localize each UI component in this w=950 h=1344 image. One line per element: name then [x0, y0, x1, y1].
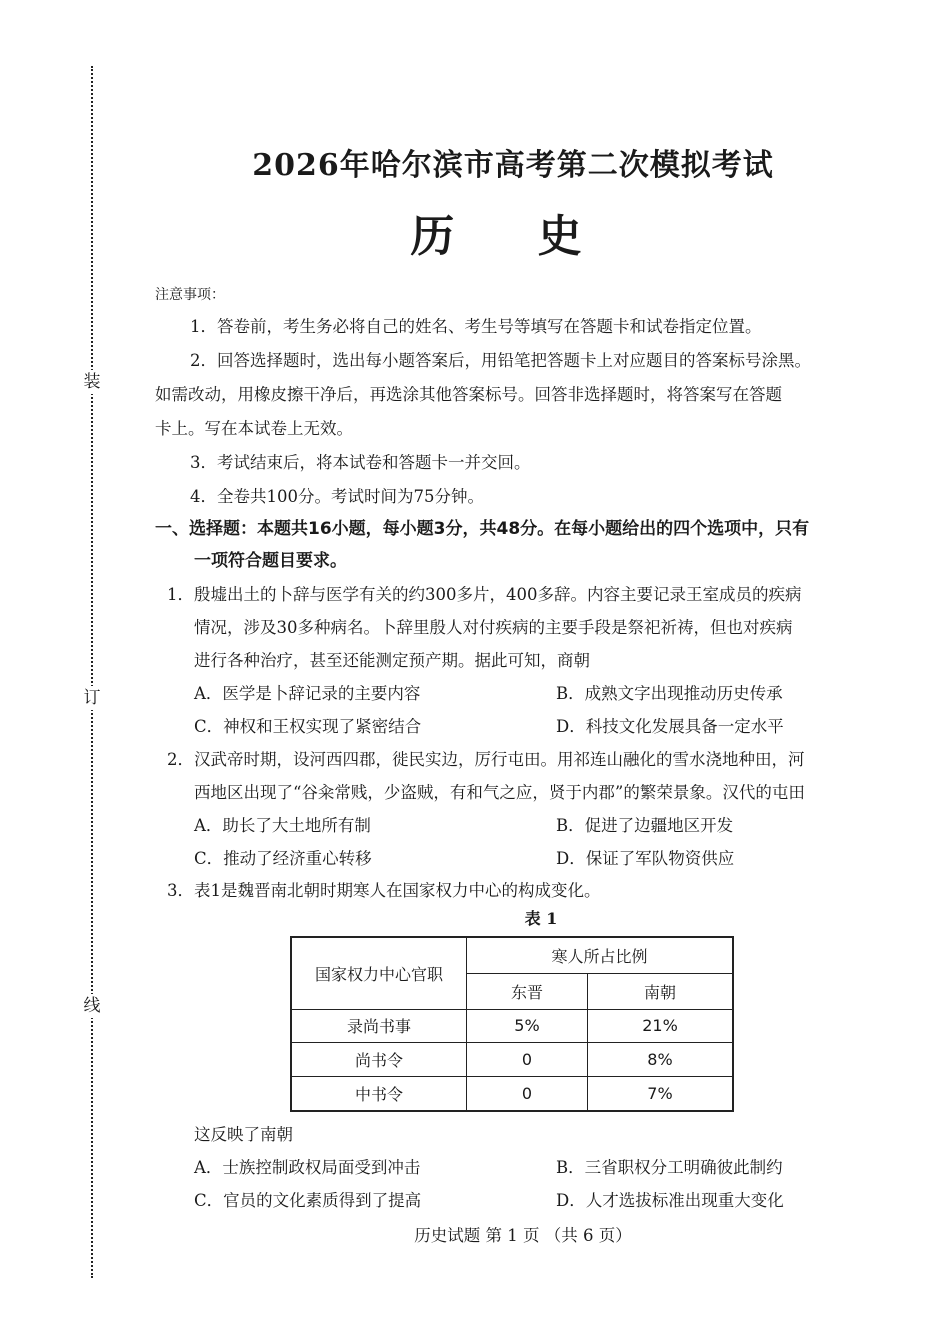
question-1-option-d: D．科技文化发展具备一定水平 [556, 717, 784, 736]
question-2-text: 西地区出现了“谷籴常贱，少盗贼，有和气之应，贤于内郡”的繁荣景象。汉代的屯田 [194, 783, 805, 802]
page-footer: 历史试题 第 1 页 （共 6 页） [414, 1226, 632, 1245]
data-table [290, 936, 734, 1112]
table-cell: 0 [467, 1043, 588, 1077]
question-2-option-d: D．保证了军队物资供应 [556, 849, 735, 868]
table-cell: 8% [588, 1043, 734, 1077]
table-cell: 录尚书事 [291, 1009, 467, 1043]
question-2-option-a: A．助长了大土地所有制 [194, 816, 371, 835]
question-2-text: 2．汉武帝时期，设河西四郡，徙民实边，厉行屯田。用祁连山融化的雪水浇地种田，河 [167, 750, 805, 769]
question-1-option-b: B．成熟文字出现推动历史传承 [556, 684, 783, 703]
table-group-header: 寒人所占比例 [467, 937, 734, 973]
question-3-option-d: D．人才选拔标准出现重大变化 [556, 1191, 784, 1210]
question-1-text: 情况，涉及30多种病名。卜辞里殷人对付疾病的主要手段是祭祀祈祷，但也对疾病 [194, 618, 793, 637]
table-cell: 中书令 [291, 1077, 467, 1112]
question-1-option-c: C．神权和王权实现了紧密结合 [194, 717, 422, 736]
table-column-header: 东晋 [467, 973, 588, 1009]
table-cell: 0 [467, 1077, 588, 1112]
question-3-option-c: C．官员的文化素质得到了提高 [194, 1191, 422, 1210]
note-line: 4．全卷共100分。考试时间为75分钟。 [190, 487, 484, 506]
section-heading-cont: 一项符合题目要求。 [194, 551, 347, 571]
binding-mark-zhuang: 装 [80, 370, 104, 394]
question-2-option-b: B．促进了边疆地区开发 [556, 816, 734, 835]
notes-heading: 注意事项： [155, 287, 225, 303]
table-cell: 5% [467, 1009, 588, 1043]
table-row [291, 1043, 733, 1077]
note-line: 如需改动，用橡皮擦干净后，再选涂其他答案标号。回答非选择题时，将答案写在答题 [155, 385, 782, 404]
exam-title: 2026年哈尔滨市高考第二次模拟考试 [252, 148, 774, 183]
question-3-option-a: A．士族控制政权局面受到冲击 [194, 1158, 421, 1177]
question-2-option-c: C．推动了经济重心转移 [194, 849, 372, 868]
question-1-text: 进行各种治疗，甚至还能测定预产期。据此可知，商朝 [194, 651, 590, 670]
table-row [291, 1009, 733, 1043]
section-heading: 一、选择题：本题共16小题，每小题3分，共48分。在每小题给出的四个选项中，只有 [155, 519, 810, 539]
table-caption: 表 1 [524, 909, 558, 928]
question-3-text: 3．表1是魏晋南北朝时期寒人在国家权力中心的构成变化。 [167, 881, 601, 900]
table-cell: 21% [588, 1009, 734, 1043]
note-line: 3．考试结束后，将本试卷和答题卡一并交回。 [190, 453, 531, 472]
table-cell: 7% [588, 1077, 734, 1112]
subject-title: 历 史 [410, 211, 616, 262]
note-line: 2．回答选择题时，选出每小题答案后，用铅笔把答题卡上对应题目的答案标号涂黑。 [190, 351, 811, 370]
table-cell: 尚书令 [291, 1043, 467, 1077]
note-line: 卡上。写在本试卷上无效。 [155, 419, 353, 438]
table-column-header: 南朝 [588, 973, 734, 1009]
question-1-option-a: A．医学是卜辞记录的主要内容 [194, 684, 421, 703]
table-row [291, 1077, 733, 1112]
question-1-text: 1．殷墟出土的卜辞与医学有关的约300多片，400多辞。内容主要记录王室成员的疾病 [167, 585, 802, 604]
table-row-header: 国家权力中心官职 [291, 937, 467, 1009]
question-3-stem: 这反映了南朝 [194, 1125, 293, 1144]
binding-mark-ding: 订 [80, 686, 104, 710]
binding-mark-xian: 线 [80, 994, 104, 1018]
question-3-option-b: B．三省职权分工明确彼此制约 [556, 1158, 783, 1177]
note-line: 1．答卷前，考生务必将自己的姓名、考生号等填写在答题卡和试卷指定位置。 [190, 317, 762, 336]
